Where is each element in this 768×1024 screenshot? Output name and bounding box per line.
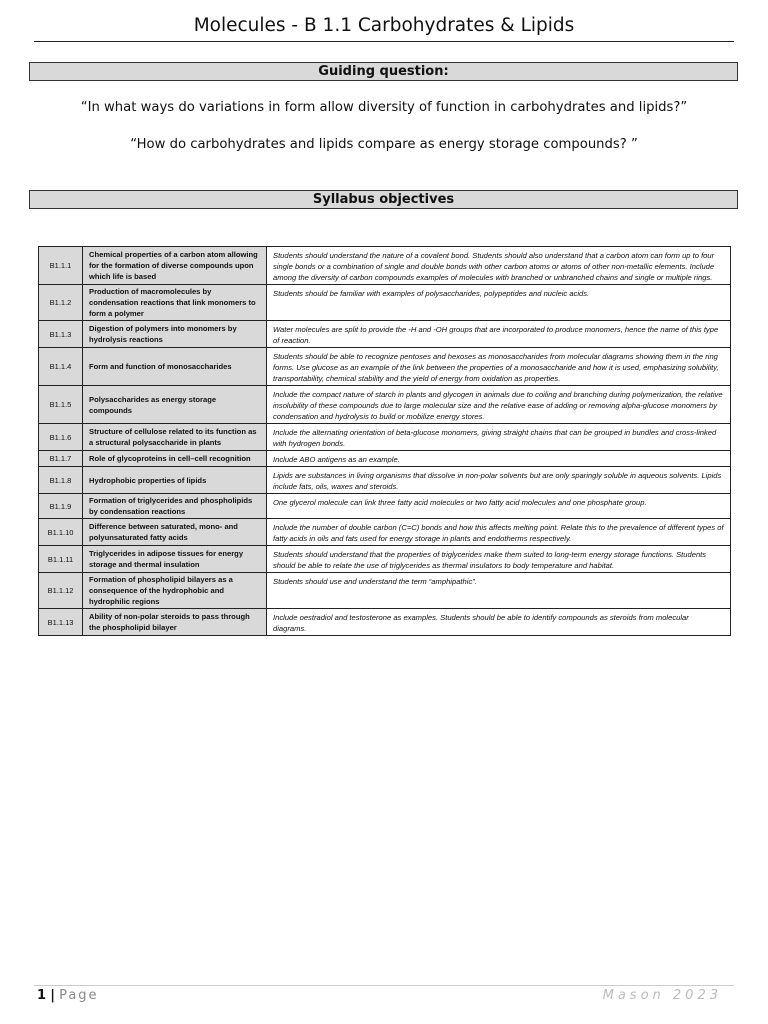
title-divider xyxy=(34,41,734,42)
objective-topic: Formation of phospholipid bilayers as a consequence of the hydrophobic and hydrophilic regions xyxy=(83,573,267,609)
objective-detail: Include oestradiol and testosterone as examples. Students should be able to identify compounds as steroids from molecular diagrams. xyxy=(267,609,731,636)
objective-code: B1.1.1 xyxy=(39,247,83,285)
objective-topic: Production of macromolecules by condensation reactions that link monomers to form a polymer xyxy=(83,285,267,321)
table-row xyxy=(39,519,731,546)
guiding-question-2: “How do carbohydrates and lipids compare as energy storage compounds? ” xyxy=(130,137,638,152)
objective-topic: Digestion of polymers into monomers by hydrolysis reactions xyxy=(83,321,267,348)
table-row xyxy=(39,321,731,348)
objective-detail: Include the compact nature of starch in plants and glycogen in animals due to coiling and branching during polymerization, the relative insolubility of these compounds due to large molecular size and the relative ease of adding or removing alpha-glucose monomers by condensation and hydrolysis to build or mobilize energy stores. xyxy=(267,386,731,424)
guiding-question-heading: Guiding question: xyxy=(29,62,738,81)
objective-code: B1.1.12 xyxy=(39,573,83,609)
table-row xyxy=(39,451,731,467)
objective-code: B1.1.8 xyxy=(39,467,83,494)
objective-topic: Polysaccharides as energy storage compounds xyxy=(83,386,267,424)
author-watermark: Mason 2023 xyxy=(602,988,722,1003)
objectives-table xyxy=(38,246,731,636)
objective-topic: Chemical properties of a carbon atom allowing for the formation of diverse compounds upon which life is based xyxy=(83,247,267,285)
page-title: Molecules - B 1.1 Carbohydrates & Lipids xyxy=(193,15,575,36)
objective-detail: Include the number of double carbon (C=C) bonds and how this affects melting point. Relate this to the prevalence of different types of fatty acids in oils and fats used for energy storage in plants and endotherms respectively. xyxy=(267,519,731,546)
objective-code: B1.1.7 xyxy=(39,451,83,467)
table-row xyxy=(39,494,731,519)
objective-detail: Students should understand that the properties of triglycerides make them suited to long-term energy storage functions. Students should be able to relate the use of triglycerides as thermal insulators to body temperature and habitat. xyxy=(267,546,731,573)
table-row xyxy=(39,285,731,321)
objective-topic: Structure of cellulose related to its function as a structural polysaccharide in plants xyxy=(83,424,267,451)
objective-code: B1.1.4 xyxy=(39,348,83,386)
objective-code: B1.1.2 xyxy=(39,285,83,321)
objective-detail: Water molecules are split to provide the -H and -OH groups that are incorporated to produce monomers, hence the name of this type of reaction. xyxy=(267,321,731,348)
objective-code: B1.1.3 xyxy=(39,321,83,348)
page-label: Page xyxy=(59,988,99,1003)
page-number: 1 xyxy=(37,988,47,1003)
objective-detail: Students should be able to recognize pentoses and hexoses as monosaccharides from molecular diagrams showing them in the ring forms. Use glucose as an example of the link between the properties of a monosaccharide and how it is used, emphasizing solubility, transportability, chemical stability and the yield of energy from oxidation as properties. xyxy=(267,348,731,386)
objective-topic: Ability of non-polar steroids to pass through the phospholipid bilayer xyxy=(83,609,267,636)
objective-detail: Lipids are substances in living organisms that dissolve in non-polar solvents but are only sparingly soluble in aqueous solvents. Lipids include fats, oils, waxes and steroids. xyxy=(267,467,731,494)
table-row xyxy=(39,424,731,451)
table-row xyxy=(39,467,731,494)
objective-detail: Students should use and understand the term “amphipathic”. xyxy=(267,573,731,609)
objective-detail: Include ABO antigens as an example. xyxy=(267,451,731,467)
table-row xyxy=(39,609,731,636)
objective-code: B1.1.11 xyxy=(39,546,83,573)
page-footer xyxy=(37,988,99,1003)
page-separator: | xyxy=(50,988,55,1003)
syllabus-objectives-heading: Syllabus objectives xyxy=(29,190,738,209)
objective-detail: Students should be familiar with examples of polysaccharides, polypeptides and nucleic acids. xyxy=(267,285,731,321)
objective-topic: Triglycerides in adipose tissues for energy storage and thermal insulation xyxy=(83,546,267,573)
objective-code: B1.1.5 xyxy=(39,386,83,424)
objective-detail: Students should understand the nature of a covalent bond. Students should also understand that a carbon atom can form up to four single bonds or a combination of single and double bonds with other carbon atoms or atoms of other non-metallic elements. Include among the diversity of carbon compounds examples of molecules with branched or unbranched chains and single or multiple rings. xyxy=(267,247,731,285)
table-row xyxy=(39,386,731,424)
table-row xyxy=(39,348,731,386)
table-row xyxy=(39,247,731,285)
objective-topic: Hydrophobic properties of lipids xyxy=(83,467,267,494)
objective-topic: Difference between saturated, mono- and polyunsaturated fatty acids xyxy=(83,519,267,546)
objective-topic: Formation of triglycerides and phospholipids by condensation reactions xyxy=(83,494,267,519)
objective-topic: Form and function of monosaccharides xyxy=(83,348,267,386)
table-row xyxy=(39,546,731,573)
objective-detail: One glycerol molecule can link three fatty acid molecules or two fatty acid molecules and one phosphate group. xyxy=(267,494,731,519)
objective-detail: Include the alternating orientation of beta-glucose monomers, giving straight chains that can be grouped in bundles and cross-linked with hydrogen bonds. xyxy=(267,424,731,451)
footer-divider xyxy=(34,985,734,986)
objective-code: B1.1.10 xyxy=(39,519,83,546)
objective-code: B1.1.9 xyxy=(39,494,83,519)
table-row xyxy=(39,573,731,609)
objective-code: B1.1.13 xyxy=(39,609,83,636)
objective-topic: Role of glycoproteins in cell–cell recognition xyxy=(83,451,267,467)
objective-code: B1.1.6 xyxy=(39,424,83,451)
guiding-question-1: “In what ways do variations in form allow diversity of function in carbohydrates and lipids?” xyxy=(80,100,688,115)
objectives-table-body xyxy=(39,247,731,636)
